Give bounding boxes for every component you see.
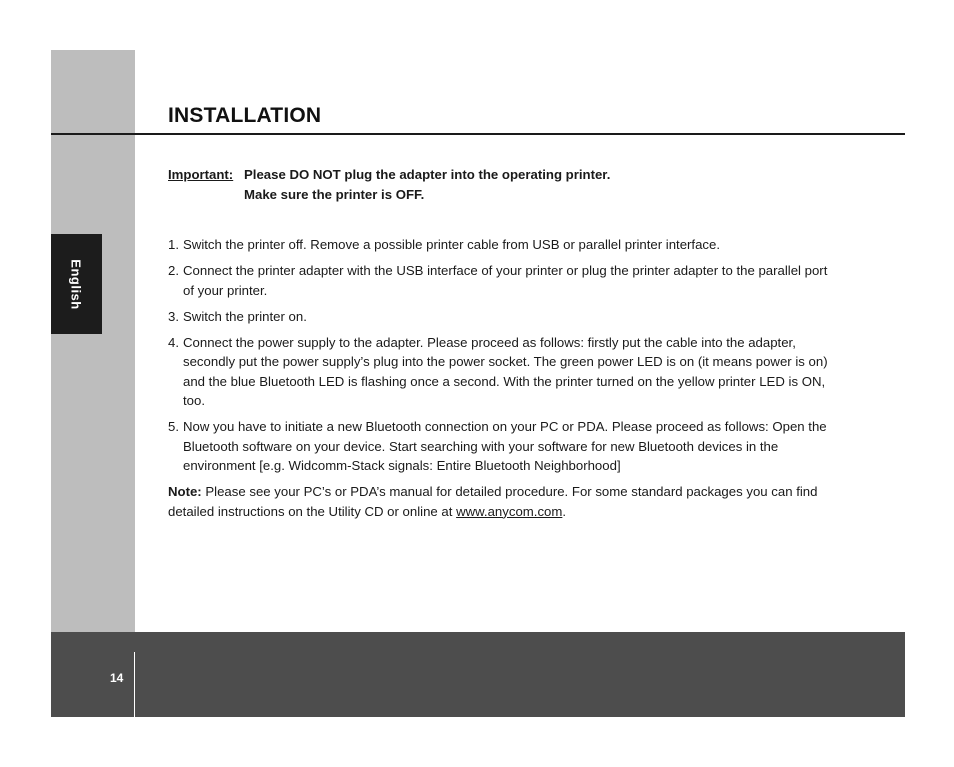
step-text: Switch the printer on. bbox=[183, 308, 307, 324]
note-paragraph bbox=[168, 482, 828, 521]
footer-bar bbox=[51, 632, 905, 717]
step-item bbox=[168, 261, 828, 300]
step-item bbox=[168, 417, 828, 476]
title-divider bbox=[51, 133, 905, 135]
anycom-link[interactable]: www.anycom.com bbox=[456, 503, 563, 519]
step-number: 5. bbox=[168, 419, 179, 434]
step-text: Switch the printer off. Remove a possible printer cable from USB or parallel printer interface. bbox=[183, 237, 721, 252]
note-label: Note: bbox=[168, 484, 202, 499]
page-title: INSTALLATION bbox=[168, 104, 322, 127]
important-label: Important: bbox=[168, 167, 234, 182]
content-body bbox=[168, 165, 828, 521]
step-number: 4. bbox=[168, 334, 179, 350]
important-line-1: Please DO NOT plug the adapter into the operating printer. bbox=[244, 167, 611, 182]
step-item bbox=[168, 333, 828, 411]
step-number: 1. bbox=[168, 237, 179, 252]
page-number: 14 bbox=[110, 671, 124, 685]
step-number: 3. bbox=[168, 308, 179, 324]
step-text: Connect the printer adapter with the USB interface of your printer or plug the printer adapter to the parallel port of your printer. bbox=[183, 263, 828, 298]
step-item bbox=[168, 307, 828, 327]
note-text: Please see your PC’s or PDA’s manual for detailed procedure. For some standard packages you can find detailed instructions on the Utility CD or online at bbox=[168, 484, 818, 519]
footer-divider bbox=[134, 652, 135, 717]
step-item bbox=[168, 235, 828, 255]
installation-steps bbox=[168, 235, 828, 476]
important-notice bbox=[168, 165, 828, 204]
step-text: Connect the power supply to the adapter. Please proceed as follows: firstly put the cable into the adapter, secondly put the power supply’s plug into the power socket. The green power LED is on (it means power is on) and the blue Bluetooth LED is flashing once a second. With the printer turned on the yellow printer LED is ON, too. bbox=[183, 334, 828, 408]
language-tab bbox=[51, 234, 102, 334]
step-number: 2. bbox=[168, 263, 179, 278]
language-tab-label: English bbox=[68, 258, 84, 310]
side-bar bbox=[51, 50, 135, 632]
step-text: Now you have to initiate a new Bluetooth connection on your PC or PDA. Please proceed as follows: Open the Bluetooth software on your device. Start searching with your software for new Bluetooth devices in the environment [e.g. Widcomm-Stack signals: Entire Bluetooth Neighborhood] bbox=[183, 419, 827, 473]
important-text bbox=[244, 165, 610, 204]
note-end: . bbox=[562, 503, 567, 519]
important-line-2: Make sure the printer is OFF. bbox=[244, 186, 425, 202]
